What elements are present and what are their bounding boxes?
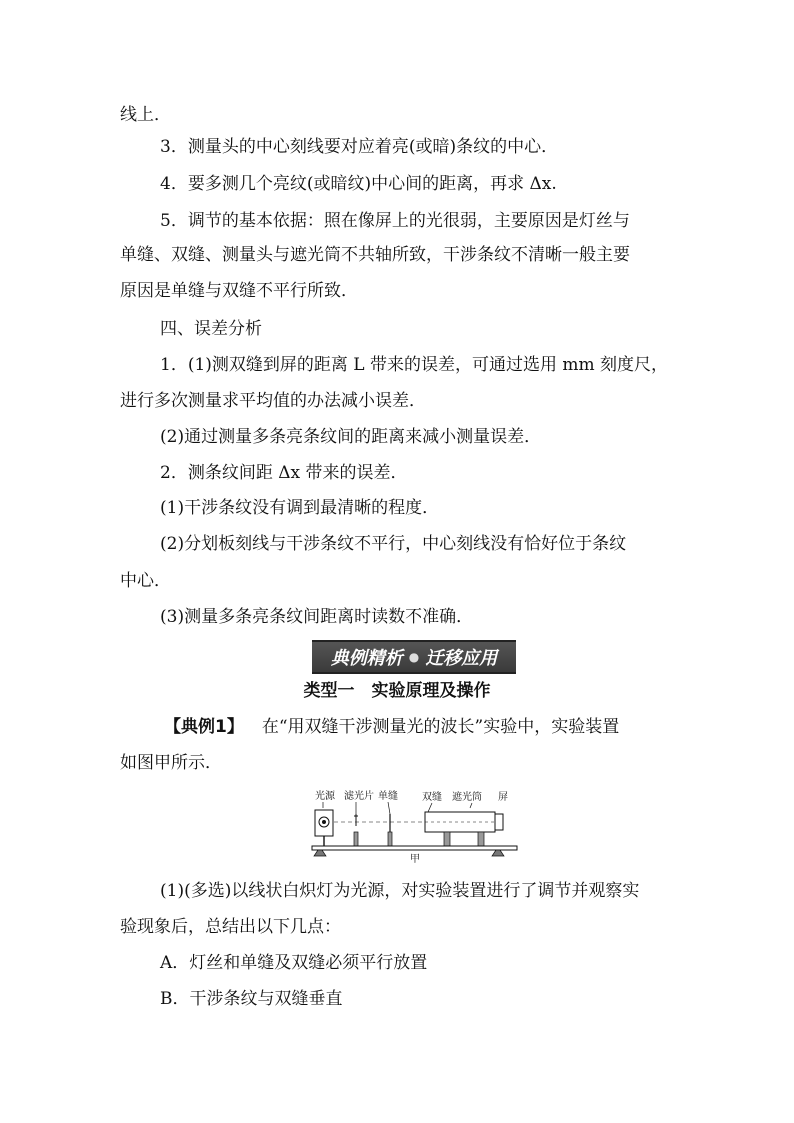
banner-right-text: 迁移应用 <box>425 648 498 669</box>
apparatus-figure <box>310 784 520 864</box>
example-line-2: 如图甲所示． <box>120 753 222 773</box>
figure-caption: 甲 <box>410 854 420 864</box>
paragraph-line-10: (2)通过测量多条亮条纹间的距离来减小测量误差． <box>160 427 542 447</box>
example-label: 【典例1】 <box>164 717 244 737</box>
option-a: A．灯丝和单缝及双缝必须平行放置 <box>160 953 428 973</box>
paragraph-line-3: 4．要多测几个亮纹(或暗纹)中心间的距离，再求 Δx. <box>160 174 557 194</box>
paragraph-line-9: 进行多次测量求平均值的办法减小误差． <box>120 391 426 411</box>
question-line-2: 验现象后，总结出以下几点： <box>120 917 341 937</box>
paragraph-line-2: 3．测量头的中心刻线要对应着亮(或暗)条纹的中心． <box>160 137 559 157</box>
question-line-1: (1)(多选)以线状白炽灯为光源，对实验装置进行了调节并观察实 <box>160 881 640 901</box>
single-slit-icon <box>388 814 392 846</box>
paragraph-line-5: 单缝、双缝、测量头与遮光筒不共轴所致，干涉条纹不清晰一般主要 <box>120 245 630 265</box>
paragraph-line-13: (2)分划板刻线与干涉条纹不平行，中心刻线没有恰好位于条纹 <box>160 534 627 554</box>
section-heading-error-analysis: 四、误差分析 <box>160 319 262 339</box>
paragraph-line-12: (1)干涉条纹没有调到最清晰的程度． <box>160 498 440 518</box>
paragraph-line-8: 1．(1)测双缝到屏的距离 L 带来的误差，可通过选用 mm 刻度尺， <box>160 355 669 375</box>
example-line-1 <box>120 716 680 738</box>
label-screen: 屏 <box>498 792 508 803</box>
paragraph-line-4: 5．调节的基本依据：照在像屏上的光很弱，主要原因是灯丝与 <box>160 211 630 231</box>
label-double-slit: 双缝 <box>422 792 442 803</box>
banner-left-text: 典例精析 <box>330 648 403 669</box>
light-source-icon <box>315 810 333 846</box>
label-shade-tube: 遮光筒 <box>452 792 482 803</box>
label-single-slit: 单缝 <box>378 791 398 802</box>
type-title: 类型一 实验原理及操作 <box>303 681 491 701</box>
paragraph-line-14: 中心． <box>120 571 171 591</box>
paragraph-line-11: 2．测条纹间距 Δx 带来的误差． <box>160 463 408 483</box>
shade-tube-icon <box>425 812 503 846</box>
section-banner <box>312 640 516 674</box>
paragraph-line-15: (3)测量多条亮条纹间距离时读数不准确． <box>160 607 474 627</box>
filter-icon <box>354 814 358 846</box>
example-text-1: 在“用双缝干涉测量光的波长”实验中，实验装置 <box>261 717 620 737</box>
paragraph-line-1: 线上． <box>120 105 171 125</box>
label-light-source: 光源 <box>315 791 335 802</box>
option-b: B．干涉条纹与双缝垂直 <box>160 989 343 1009</box>
banner-dot-icon: ● <box>408 650 420 664</box>
label-filter: 滤光片 <box>344 791 374 802</box>
paragraph-line-6: 原因是单缝与双缝不平行所致． <box>120 281 358 301</box>
